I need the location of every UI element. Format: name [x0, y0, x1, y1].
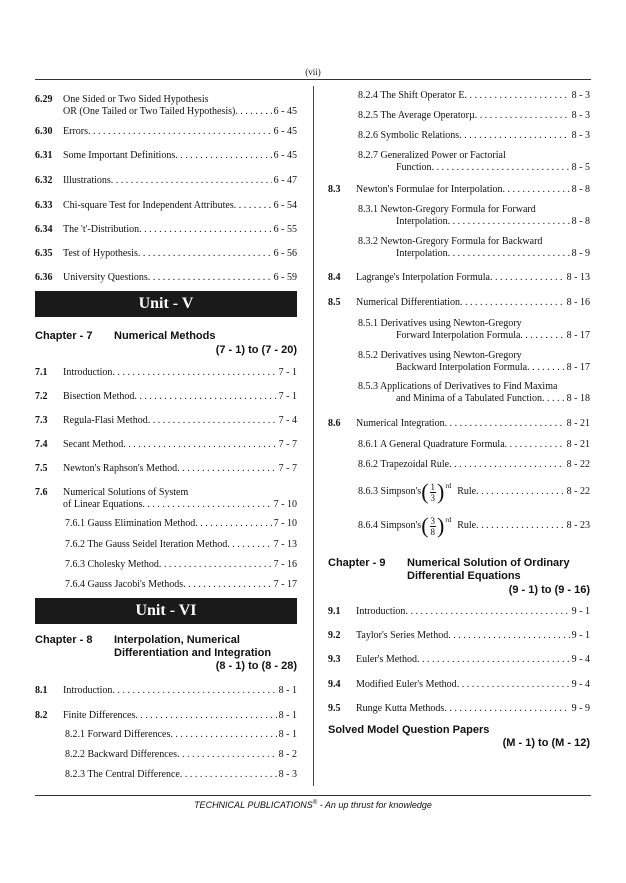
entry-title: Runge Kutta Methods: [356, 703, 445, 714]
footer: [0, 800, 626, 810]
entry-title: Modified Euler's Method: [356, 679, 457, 690]
entry-number: 8.6: [328, 418, 341, 429]
entry-number: 6.34: [35, 224, 53, 235]
entry-title: Chi-square Test for Independent Attributes: [63, 200, 234, 211]
model-papers-heading[interactable]: [328, 724, 590, 754]
toc-sub-8-6-3[interactable]: [328, 478, 590, 506]
registered-mark: ®: [312, 800, 318, 806]
entry-page: 8 - 8: [571, 216, 590, 227]
entry-page: 7 - 1: [278, 391, 297, 402]
chapter-title: Numerical Methods: [114, 330, 216, 342]
entry-title: Taylor's Series Method: [356, 630, 449, 641]
entry-number: 6.35: [35, 248, 53, 259]
entry-number: 8.1: [35, 685, 48, 696]
entry-title-line1: 8.3.1 Newton-Gregory Formula for Forward: [358, 204, 536, 215]
column-divider: [313, 86, 314, 786]
fraction-numerator: 3: [430, 515, 436, 526]
entry-title-line1: 8.3.2 Newton-Gregory Formula for Backward: [358, 236, 543, 247]
entry-number: 9.4: [328, 679, 341, 690]
entry-number: 7.6: [35, 487, 48, 498]
entry-title-line2: Interpolation: [396, 216, 448, 227]
chapter-8-heading[interactable]: [35, 634, 297, 676]
entry-page: 7 - 10: [273, 518, 297, 529]
entry-page: 8 - 21: [566, 439, 590, 450]
entry-page: 7 - 1: [278, 367, 297, 378]
entry-number: 7.5: [35, 463, 48, 474]
entry-page: 9 - 1: [571, 606, 590, 617]
entry-page: 7 - 13: [273, 539, 297, 550]
entry-page: 6 - 56: [273, 248, 297, 259]
model-papers-range: (M - 1) to (M - 12): [502, 737, 590, 749]
footer-publisher: TECHNICAL PUBLICATIONS: [194, 800, 313, 810]
entry-title-line1: 8.5.1 Derivatives using Newton-Gregory: [358, 318, 522, 329]
entry-page: 8 - 1: [278, 729, 297, 740]
entry-number: 7.4: [35, 439, 48, 450]
chapter-title-line2: Differential Equations: [407, 570, 521, 582]
entry-page: 7 - 16: [273, 559, 297, 570]
entry-title: The 't'-Distribution: [63, 224, 140, 235]
entry-number: 6.32: [35, 175, 53, 186]
entry-page: 8 - 3: [571, 110, 590, 121]
chapter-range: (7 - 1) to (7 - 20): [215, 344, 297, 356]
entry-title: 8.2.2 Backward Differences: [65, 749, 177, 760]
toc-sub-8-6-4[interactable]: [328, 512, 590, 540]
entry-page: 6 - 45: [273, 150, 297, 161]
entry-page: 8 - 22: [566, 486, 590, 497]
entry-page: 8 - 8: [571, 184, 590, 195]
chapter-7-heading[interactable]: [35, 330, 297, 360]
entry-page: 6 - 45: [273, 106, 297, 117]
entry-title-line2: OR (One Tailed or Two Tailed Hypothesis): [63, 106, 236, 117]
entry-page: 6 - 45: [273, 126, 297, 137]
entry-number: 6.31: [35, 150, 53, 161]
entry-number: 9.5: [328, 703, 341, 714]
chapter-range: (9 - 1) to (9 - 16): [508, 584, 590, 596]
entry-title: Regula-Flasi Method: [63, 415, 148, 426]
entry-title: 8.2.6 Symbolic Relations: [358, 130, 460, 141]
entry-number: 6.33: [35, 200, 53, 211]
entry-title-line2: Interpolation: [396, 248, 448, 259]
entry-title: 8.6.1 A General Quadrature Formula: [358, 439, 505, 450]
entry-title-line1: 8.5.3 Applications of Derivatives to Find Maxima: [358, 381, 558, 392]
entry-title: Errors: [63, 126, 88, 137]
entry-title: 7.6.1 Gauss Elimination Method: [65, 518, 196, 529]
entry-page: 8 - 3: [571, 90, 590, 101]
chapter-title-line1: Numerical Solution of Ordinary: [407, 557, 570, 569]
entry-page: 7 - 4: [278, 415, 297, 426]
entry-page: 8 - 3: [278, 769, 297, 780]
entry-title: 8.2.3 The Central Difference: [65, 769, 180, 780]
entry-title: Lagrange's Interpolation Formula: [356, 272, 490, 283]
entry-title: Test of Hypothesis: [63, 248, 138, 259]
entry-number: 8.3: [328, 184, 341, 195]
entry-page: 8 - 1: [278, 710, 297, 721]
chapter-label: Chapter - 8: [35, 634, 93, 646]
chapter-label: Chapter - 9: [328, 557, 386, 569]
chapter-title-line2: Differentiation and Integration: [114, 647, 272, 659]
entry-page: 8 - 2: [278, 749, 297, 760]
entry-number: 6.29: [35, 94, 53, 105]
entry-title: 7.6.4 Gauss Jacobi's Methods: [65, 579, 184, 590]
entry-title: Illustrations: [63, 175, 111, 186]
entry-title-line1: Numerical Solutions of System: [63, 487, 189, 498]
bottom-rule: [35, 795, 591, 796]
top-rule: [35, 79, 591, 80]
entry-page: 8 - 16: [566, 297, 590, 308]
entry-title: Introduction: [356, 606, 406, 617]
entry-title: Some Important Definitions: [63, 150, 176, 161]
entry-number: 6.36: [35, 272, 53, 283]
entry-number: 8.5: [328, 297, 341, 308]
entry-number: 7.1: [35, 367, 48, 378]
entry-page: 8 - 17: [566, 362, 590, 373]
entry-title: Numerical Differentiation: [356, 297, 460, 308]
entry-title: Introduction: [63, 685, 113, 696]
entry-number: 9.3: [328, 654, 341, 665]
entry-number: 9.2: [328, 630, 341, 641]
entry-number: 8.2: [35, 710, 48, 721]
entry-number: 9.1: [328, 606, 341, 617]
entry-page: 8 - 17: [566, 330, 590, 341]
entry-page: 9 - 4: [571, 654, 590, 665]
entry-title-line1: 8.5.2 Derivatives using Newton-Gregory: [358, 350, 522, 361]
entry-title-line2: of Linear Equations: [63, 499, 143, 510]
entry-number: 7.3: [35, 415, 48, 426]
entry-title: Numerical Integration: [356, 418, 445, 429]
entry-page: 9 - 9: [571, 703, 590, 714]
entry-page: 9 - 4: [571, 679, 590, 690]
entry-title: 8.2.5 The Average Operatorµ: [358, 110, 475, 121]
fraction-numerator: 1: [430, 481, 436, 492]
entry-page: 6 - 59: [273, 272, 297, 283]
entry-title: University Questions: [63, 272, 148, 283]
entry-title: 7.6.3 Cholesky Method: [65, 559, 159, 570]
chapter-9-heading[interactable]: [328, 557, 590, 599]
fraction-denominator: 3: [430, 492, 436, 503]
entry-number: 8.4: [328, 272, 341, 283]
page-number: (vii): [305, 67, 321, 77]
entry-title: Newton's Formulae for Interpolation: [356, 184, 503, 195]
unit-v-banner: Unit - V: [35, 291, 297, 317]
entry-page: 9 - 1: [571, 630, 590, 641]
fraction-denominator: 8: [430, 526, 436, 537]
entry-title-line1: One Sided or Two Sided Hypothesis: [63, 94, 209, 105]
entry-page: 8 - 18: [566, 393, 590, 404]
entry-page: 6 - 47: [273, 175, 297, 186]
entry-page: 8 - 23: [566, 520, 590, 531]
entry-page: 8 - 13: [566, 272, 590, 283]
unit-vi-banner: Unit - VI: [35, 598, 297, 624]
entry-title: Introduction: [63, 367, 113, 378]
entry-title: 8.6.4 Simpson's: [358, 520, 422, 531]
chapter-title-line1: Interpolation, Numerical: [114, 634, 240, 646]
entry-title-line2: Backward Interpolation Formula: [396, 362, 528, 373]
entry-page: 8 - 3: [571, 130, 590, 141]
entry-page: 8 - 9: [571, 248, 590, 259]
entry-page: 8 - 5: [571, 162, 590, 173]
entry-page: 7 - 7: [278, 439, 297, 450]
entry-page: 7 - 10: [273, 499, 297, 510]
entry-title-line2: Function: [396, 162, 432, 173]
entry-title: 8.2.1 Forward Differences: [65, 729, 171, 740]
entry-title: 7.6.2 The Gauss Seidel Iteration Method: [65, 539, 228, 550]
entry-title-line2: Forward Interpolation Formula: [396, 330, 521, 341]
entry-title: Secant Method: [63, 439, 124, 450]
footer-tagline: - An up thrust for knowledge: [317, 800, 432, 810]
entry-number: 7.2: [35, 391, 48, 402]
entry-page: 7 - 17: [273, 579, 297, 590]
fraction-one-third: ( $\frac{1}{3}$ ): [421, 479, 445, 504]
fraction-three-eighths: ( $\frac{3}{8}$ ): [421, 513, 445, 538]
entry-title-line2: and Minima of a Tabulated Function: [396, 393, 543, 404]
entry-title: Newton's Raphson's Method: [63, 463, 178, 474]
entry-title: Bisection Method: [63, 391, 135, 402]
entry-title-line1: 8.2.7 Generalized Power or Factorial: [358, 150, 506, 161]
ordinal-suffix: rd: [445, 482, 452, 490]
entry-page: 8 - 21: [566, 418, 590, 429]
entry-title: 8.6.3 Simpson's: [358, 486, 422, 497]
chapter-label: Chapter - 7: [35, 330, 93, 342]
entry-title: 8.6.2 Trapezoidal Rule: [358, 459, 450, 470]
entry-page: 6 - 55: [273, 224, 297, 235]
entry-title-rule: Rule: [457, 520, 477, 531]
ordinal-suffix: rd: [445, 516, 452, 524]
model-papers-title: Solved Model Question Papers: [328, 724, 490, 736]
entry-page: 6 - 54: [273, 200, 297, 211]
entry-title: 8.2.4 The Shift Operator E: [358, 90, 465, 101]
entry-title-rule: Rule: [457, 486, 477, 497]
entry-number: 6.30: [35, 126, 53, 137]
chapter-range: (8 - 1) to (8 - 28): [215, 660, 297, 672]
entry-page: 8 - 1: [278, 685, 297, 696]
entry-page: 8 - 22: [566, 459, 590, 470]
entry-title: Finite Differences: [63, 710, 136, 721]
entry-page: 7 - 7: [278, 463, 297, 474]
entry-title: Euler's Method: [356, 654, 417, 665]
